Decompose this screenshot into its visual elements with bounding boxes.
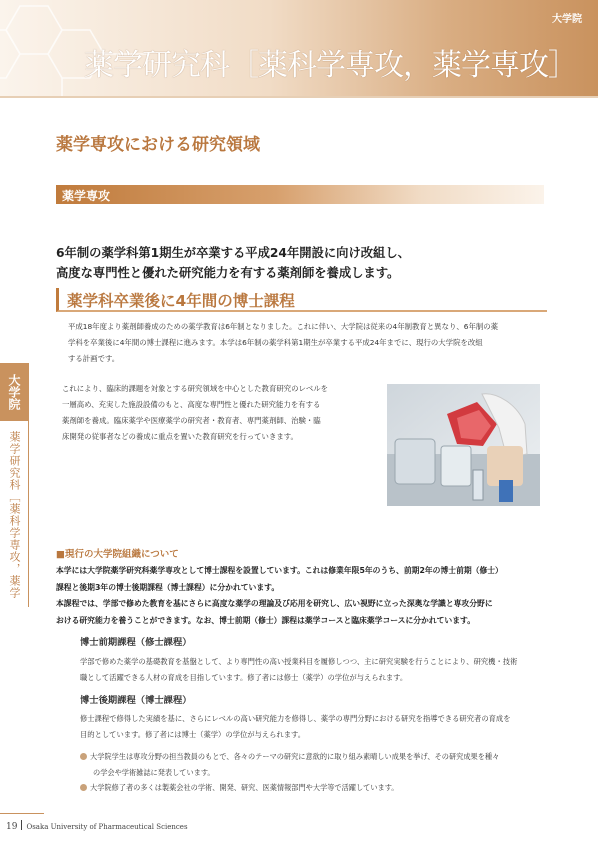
subheading-text: 薬学科卒業後に4年間の博士課程 <box>67 292 295 310</box>
lead-text <box>56 243 546 283</box>
subheading <box>56 288 547 312</box>
header-band <box>0 0 598 98</box>
header-divider <box>0 96 598 98</box>
paragraph-line: する計画です。 <box>68 354 120 363</box>
bullet-list <box>80 749 499 796</box>
paragraph-line: 課程と後期3年の博士後期課程（博士課程）に分かれています。 <box>56 582 280 592</box>
bullet-item: 大学院学生は専攻分野の担当教員のもとで、各々のテーマの研究に意欲的に取り組み素晴しい成果を挙げ、その研究成果を種々 <box>80 749 499 765</box>
footer-separator <box>21 820 22 830</box>
university-name: Osaka University of Pharmaceutical Sciences <box>26 823 188 831</box>
paragraph-line: 職として活躍できる人材の育成を目指しています。修了者には修士（薬学）の学位が与えられます。 <box>80 672 408 682</box>
paragraph-line: 床開発の従事者などの養成に重点を置いた教育研究を行っていきます。 <box>62 432 298 441</box>
lead-line: 高度な専門性と優れた研究能力を有する薬剤師を養成します。 <box>56 266 400 280</box>
paragraph-line: 目的としています。修了者には博士（薬学）の学位が与えられます。 <box>80 729 306 739</box>
lab-photo <box>387 384 540 506</box>
paragraph-line: おける研究能力を養うことができます。なお、博士前期（修士）課程は薬学コースと臨床薬学コースに分かれています。 <box>56 615 475 625</box>
side-index <box>0 363 29 607</box>
lead-line: 6年制の薬学科第1期生が卒業する平成24年開設に向け改組し、 <box>56 246 410 260</box>
paragraph-line: 本課程では、学部で修めた教育を基にさらに高度な薬学の理論及び応用を研究し、広い視野に立った深奥な学識と専攻分野に <box>56 599 493 608</box>
bullet-item: 大学院修了者の多くは製薬会社の学術、開発、研究、医薬情報部門や大学等で活躍しています。 <box>80 780 499 796</box>
category-bar-label: 薬学専攻 <box>62 189 111 203</box>
detail-paragraph <box>62 381 328 445</box>
paragraph-line: 平成18年度より薬剤師養成のための薬学教育は6年制となりました。これに伴い、大学院は従来の4年制教育と異なり、6年制の薬 <box>68 322 499 331</box>
paragraph-line: 学部で修めた薬学の基礎教育を基盤として、より専門性の高い授業科目を履修しつつ、主に研究実験を行うことにより、研究機・技術 <box>80 657 518 666</box>
section-title: 薬学専攻における研究領域 <box>56 135 260 155</box>
current-org-body <box>56 563 546 629</box>
bullet-continuation: の学会や学術雑誌に発表しています。 <box>93 767 215 777</box>
doctor-heading: 博士後期課程（博士課程） <box>80 695 192 706</box>
doctor-body <box>80 711 511 742</box>
master-heading: 博士前期課程（修士課程） <box>80 637 192 648</box>
side-tab: 大学院 <box>0 363 28 421</box>
footer-divider <box>0 813 44 814</box>
paragraph-line: 一層高め、充実した施設設備のもと、高度な専門性と優れた研究能力を有する <box>62 400 321 409</box>
bullet-dot-icon <box>80 753 87 760</box>
intro-paragraph <box>68 319 498 367</box>
lab-photo-illustration <box>387 384 540 506</box>
master-body <box>80 654 517 685</box>
header-tag: 大学院 <box>552 14 582 25</box>
current-org-title: ■現行の大学院組織について <box>56 549 179 560</box>
paragraph-line: 本学には大学院薬学研究科薬学専攻として博士課程を設置しています。これは修業年限5年のうち、前期2年の博士前期（修士） <box>56 566 503 575</box>
side-text: 薬学研究科［薬科学専攻，薬学 <box>8 431 21 599</box>
paragraph-line: これにより、臨床的課題を対象とする研究領域を中心とした教育研究のレベルを <box>62 384 329 393</box>
paragraph-line: 薬剤師を養成。臨床薬学や医療薬学の研究者・教育者、専門薬剤師、治験・臨 <box>62 416 321 425</box>
page-footer <box>6 820 188 832</box>
page-number: 19 <box>6 822 18 832</box>
bullet-dot-icon <box>80 784 87 791</box>
paragraph-line: 学科を卒業後に4年間の博士課程に進みます。本学は6年制の薬学科第1期生が卒業する平成24年までに、現行の大学院を改組 <box>68 338 483 347</box>
page-title: 薬学研究科［薬科学専攻，薬学専攻］ <box>84 48 577 83</box>
category-bar <box>56 185 544 204</box>
paragraph-line: 修士課程で修得した実績を基に、さらにレベルの高い研究能力を修得し、薬学の専門分野における研究を指導できる研究者の育成を <box>80 714 511 723</box>
